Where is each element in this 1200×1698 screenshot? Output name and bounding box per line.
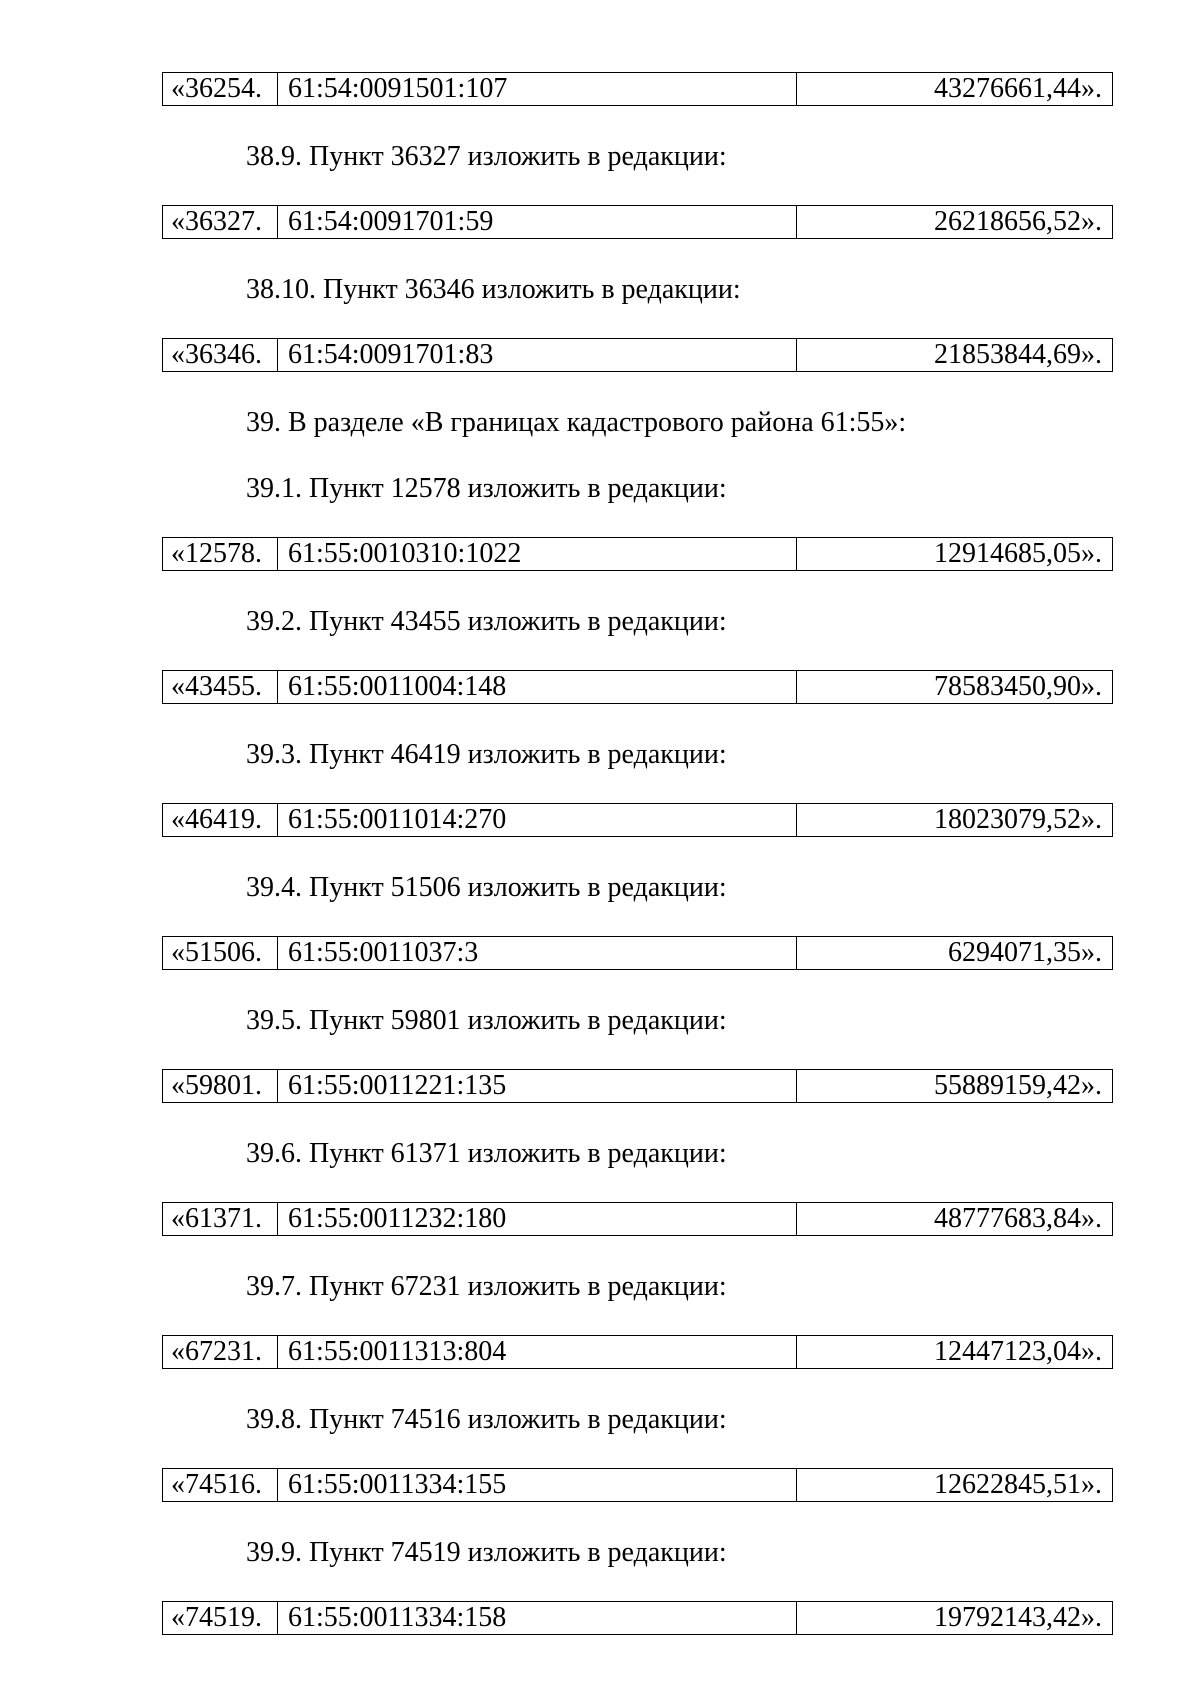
table-row (162, 803, 1113, 837)
table-row (162, 936, 1113, 970)
paragraph: 38.9. Пункт 36327 изложить в редакции: (246, 141, 727, 172)
cadastral-value-cell: 12622845,51». (934, 1469, 1102, 1500)
table-row (162, 1069, 1113, 1103)
paragraph: 39.4. Пункт 51506 изложить в редакции: (246, 872, 727, 903)
item-number-cell: «43455. (163, 671, 278, 703)
item-number-cell: «46419. (163, 804, 278, 836)
paragraph: 39.1. Пункт 12578 изложить в редакции: (246, 473, 727, 504)
cadastral-value-cell: 12914685,05». (934, 538, 1102, 569)
cadastral-number-cell: 61:55:0011221:135 (278, 1070, 797, 1102)
item-number-cell: «36254. (163, 73, 278, 105)
table-row (162, 205, 1113, 239)
item-number-cell: «74519. (163, 1602, 278, 1634)
table-row (162, 537, 1113, 571)
cadastral-value-cell: 26218656,52». (934, 206, 1102, 237)
paragraph: 39.2. Пункт 43455 изложить в редакции: (246, 606, 727, 637)
paragraph: 39.6. Пункт 61371 изложить в редакции: (246, 1138, 727, 1169)
table-row (162, 338, 1113, 372)
cadastral-value-cell: 55889159,42». (934, 1070, 1102, 1101)
cadastral-value-cell: 6294071,35». (948, 937, 1102, 968)
cadastral-number-cell: 61:55:0011334:155 (278, 1469, 797, 1501)
cadastral-number-cell: 61:54:0091501:107 (278, 73, 797, 105)
paragraph: 39.8. Пункт 74516 изложить в редакции: (246, 1404, 727, 1435)
table-row (162, 1335, 1113, 1369)
cadastral-number-cell: 61:55:0011334:158 (278, 1602, 797, 1634)
item-number-cell: «12578. (163, 538, 278, 570)
table-row (162, 1202, 1113, 1236)
item-number-cell: «74516. (163, 1469, 278, 1501)
table-row (162, 670, 1113, 704)
cadastral-number-cell: 61:55:0010310:1022 (278, 538, 797, 570)
paragraph: 39. В разделе «В границах кадастрового района 61:55»: (246, 407, 907, 438)
paragraph: 39.5. Пункт 59801 изложить в редакции: (246, 1005, 727, 1036)
cadastral-number-cell: 61:55:0011037:3 (278, 937, 797, 969)
table-row (162, 1601, 1113, 1635)
table-row (162, 72, 1113, 106)
paragraph: 39.9. Пункт 74519 изложить в редакции: (246, 1537, 727, 1568)
cadastral-number-cell: 61:54:0091701:83 (278, 339, 797, 371)
paragraph: 39.3. Пункт 46419 изложить в редакции: (246, 739, 727, 770)
cadastral-value-cell: 43276661,44». (934, 73, 1102, 104)
cadastral-number-cell: 61:54:0091701:59 (278, 206, 797, 238)
cadastral-value-cell: 18023079,52». (934, 804, 1102, 835)
cadastral-number-cell: 61:55:0011232:180 (278, 1203, 797, 1235)
item-number-cell: «67231. (163, 1336, 278, 1368)
item-number-cell: «36327. (163, 206, 278, 238)
cadastral-value-cell: 78583450,90». (934, 671, 1102, 702)
cadastral-value-cell: 21853844,69». (934, 339, 1102, 370)
item-number-cell: «51506. (163, 937, 278, 969)
item-number-cell: «59801. (163, 1070, 278, 1102)
cadastral-number-cell: 61:55:0011014:270 (278, 804, 797, 836)
paragraph: 39.7. Пункт 67231 изложить в редакции: (246, 1271, 727, 1302)
cadastral-value-cell: 19792143,42». (934, 1602, 1102, 1633)
cadastral-number-cell: 61:55:0011004:148 (278, 671, 797, 703)
paragraph: 38.10. Пункт 36346 изложить в редакции: (246, 274, 741, 305)
table-row (162, 1468, 1113, 1502)
cadastral-value-cell: 12447123,04». (934, 1336, 1102, 1367)
item-number-cell: «36346. (163, 339, 278, 371)
cadastral-value-cell: 48777683,84». (934, 1203, 1102, 1234)
cadastral-number-cell: 61:55:0011313:804 (278, 1336, 797, 1368)
item-number-cell: «61371. (163, 1203, 278, 1235)
